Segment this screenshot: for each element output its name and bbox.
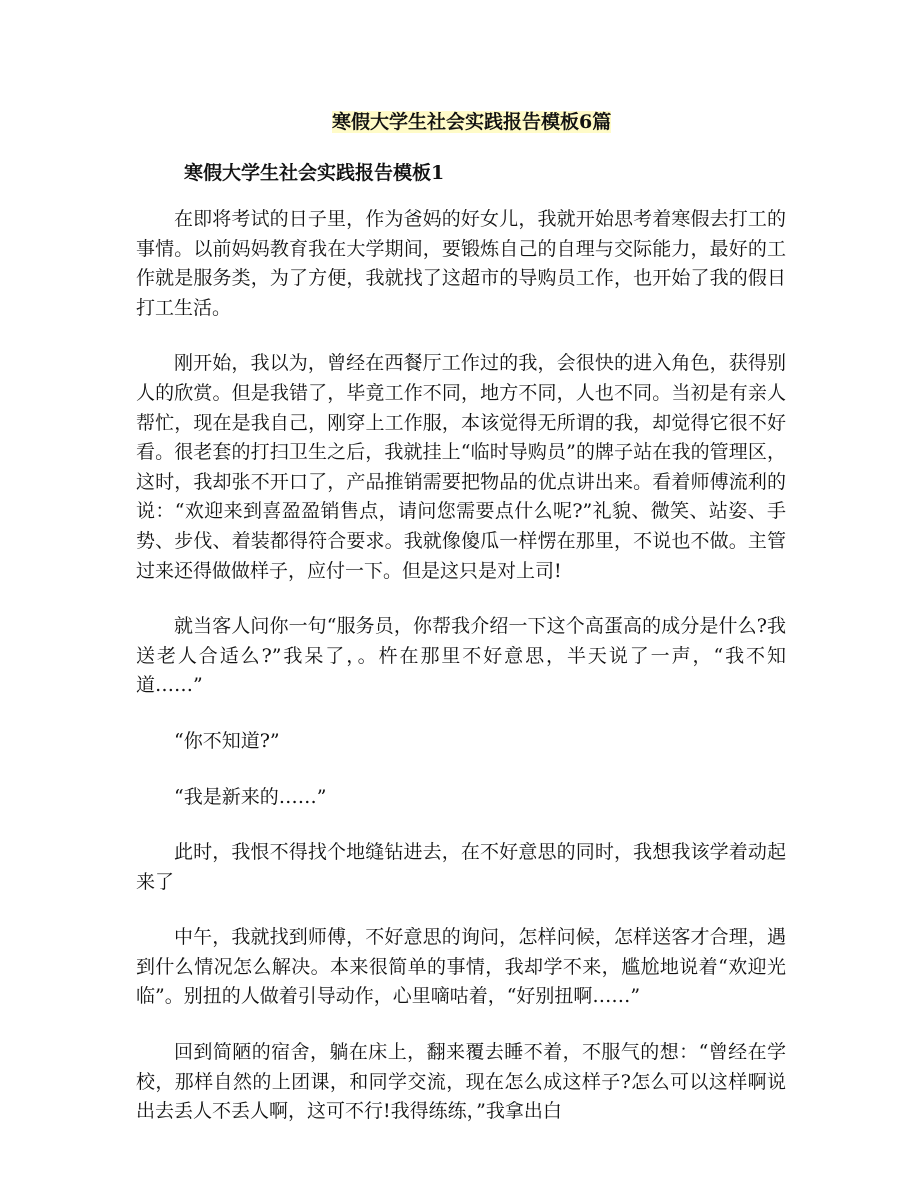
paragraph: “我是新来的……” [174,785,327,808]
paragraph: 就当客人问你一句“服务员，你帮我介绍一下这个高蛋高的成分是什么?我送老人合适么?”我呆了，。杵在那里不好意思，半天说了一声，“我不知道……” [136,615,786,697]
paragraph: 此时，我恨不得找个地缝钻进去，在不好意思的同时，我想我该学着动起来了 [136,841,786,893]
paragraph: 中午，我就找到师傅，不好意思的询问，怎样问候，怎样送客才合理，遇到什么情况怎么解决。本来很简单的事情，我却学不来，尴尬地说着“欢迎光临”。别扭的人做着引导动作，心里嘀咕着，“好别扭啊……” [136,926,786,1008]
document-title-text: 寒假大学生社会实践报告模板6篇 [332,111,612,133]
section-heading: 寒假大学生社会实践报告模板1 [184,162,445,184]
document-title [328,106,615,138]
paragraph: 在即将考试的日子里，作为爸妈的好女儿，我就开始思考着寒假去打工的事情。以前妈妈教育我在大学期间，要锻炼自己的自理与交际能力，最好的工作就是服务类，为了方便，我就找了这超市的导购员工作，也开始了我的假日打工生活。 [136,208,786,319]
document-body [136,205,786,1153]
paragraph: 回到简陋的宿舍，躺在床上，翻来覆去睡不着，不服气的想：“曾经在学校，那样自然的上团课，和同学交流，现在怎么成这样子?怎么可以这样啊说出去丢人不丢人啊，这可不行!我得练练，”我拿出白 [136,1041,786,1123]
paragraph: “你不知道?” [174,729,280,752]
paragraph: 刚开始，我以为，曾经在西餐厅工作过的我，会很快的进入角色，获得别人的欣赏。但是我错了，毕竟工作不同，地方不同，人也不同。当初是有亲人帮忙，现在是我自己，刚穿上工作服，本该觉得无所谓的我，却觉得它很不好看。很老套的打扫卫生之后，我就挂上“临时导购员”的牌子站在我的管理区，这时，我却张不开口了，产品推销需要把物品的优点讲出来。看着师傅流利的说：“欢迎来到喜盈盈销售点，请问您需要点什么呢?”礼貌、微笑、站姿、手势、步伐、着装都得符合要求。我就像傻瓜一样愣在那里，不说也不做。主管过来还得做做样子，应付一下。但是这只是对上司! [136,352,786,582]
